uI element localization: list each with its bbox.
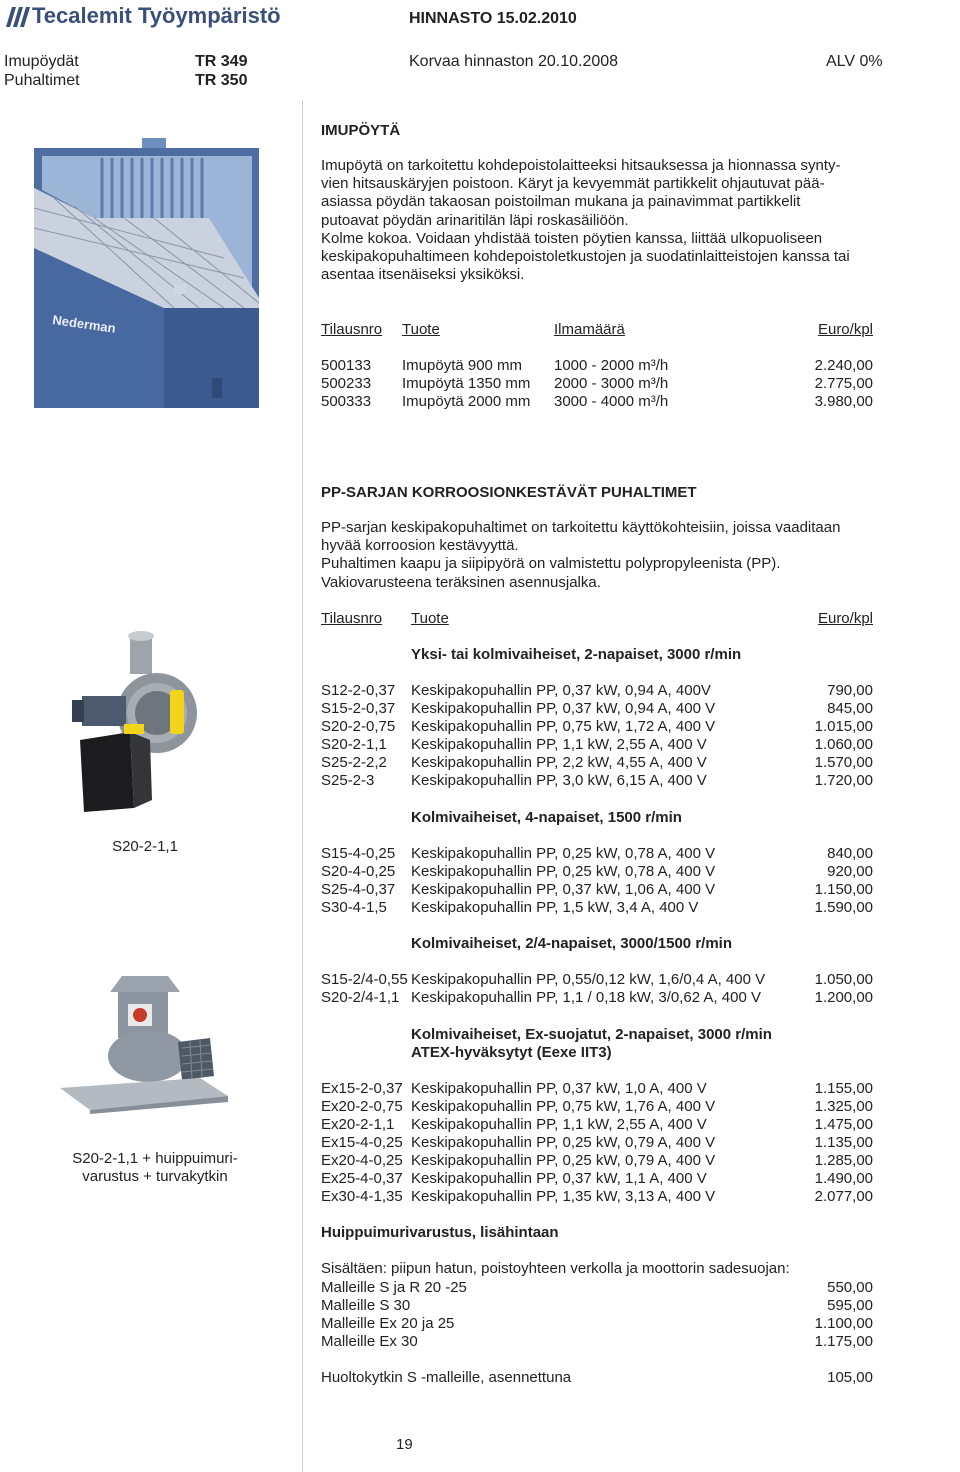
product: Keskipakopuhallin PP, 0,75 kW, 1,72 A, 400 V [411,718,716,735]
item-label: Malleille S 30 [321,1297,411,1314]
price: 1.135,00 [814,1134,873,1151]
price: 1.100,00 [814,1315,873,1332]
imupoyta-table-header [321,321,873,339]
order-number: S20-2-0,75 [321,718,396,735]
price: 1.570,00 [814,754,873,771]
order-number: S15-2/4-0,55 [321,971,408,988]
pp-description [321,519,911,592]
order-number: S15-4-0,25 [321,845,396,862]
product: Keskipakopuhallin PP, 1,5 kW, 3,4 A, 400 V [411,899,699,916]
table-row [321,772,873,790]
column-divider [302,100,303,1472]
list-item [321,1369,873,1387]
price: 595,00 [827,1297,873,1314]
order-number: Ex25-4-0,37 [321,1170,403,1187]
product: Keskipakopuhallin PP, 1,1 kW, 2,55 A, 400 V [411,1116,707,1133]
air-volume: 2000 - 3000 m³/h [554,375,669,392]
item-label: Malleille Ex 20 ja 25 [321,1315,455,1332]
air-volume: 3000 - 4000 m³/h [554,393,669,410]
huippu-intro: Sisältäen: piipun hatun, poistoyhteen verkolla ja moottorin sadesuojan: [321,1260,790,1277]
price: 2.240,00 [814,357,873,374]
caption-line: varustus + turvakytkin [82,1168,228,1185]
desc-line: PP-sarjan keskipakopuhaltimet on tarkoitettu käyttökohteisiin, joissa vaaditaan [321,519,841,536]
desc-line: asiassa pöydän takaosan poistoilman mukana ja painavimmat partikkelit [321,193,801,211]
pp-table-header [321,610,873,628]
order-number: Ex30-4-1,35 [321,1188,403,1205]
nederman-brand: Nederman [51,312,117,336]
price: 1.285,00 [814,1152,873,1169]
order-number: S25-4-0,37 [321,881,396,898]
product: Keskipakopuhallin PP, 0,25 kW, 0,78 A, 400 V [411,863,716,880]
order-number: 500233 [321,375,372,392]
table-row [321,1134,873,1152]
product: Keskipakopuhallin PP, 0,25 kW, 0,79 A, 400 V [411,1134,716,1151]
imupoyta-heading: IMUPÖYTÄ [321,122,401,139]
group-subtitle: ATEX-hyväksytyt (Eexe IIT3) [411,1044,612,1061]
table-row [321,718,873,736]
desc-line: Puhaltimen kaapu ja siipipyörä on valmistettu polypropyleenista (PP). [321,555,781,573]
product: Keskipakopuhallin PP, 0,25 kW, 0,79 A, 400 V [411,1152,716,1169]
product: Keskipakopuhallin PP, 1,1 / 0,18 kW, 3/0,62 A, 400 V [411,989,761,1006]
price: 1.720,00 [814,772,873,789]
table-row [321,682,873,700]
order-number: S25-2-3 [321,772,375,789]
price: 1.590,00 [814,899,873,916]
order-number: Ex20-2-0,75 [321,1098,403,1115]
price: 1.050,00 [814,971,873,988]
table-row [321,1152,873,1170]
product: Keskipakopuhallin PP, 0,25 kW, 0,78 A, 400 V [411,845,716,862]
order-number: Ex15-2-0,37 [321,1080,403,1097]
price: 550,00 [827,1279,873,1296]
product: Keskipakopuhallin PP, 0,37 kW, 0,94 A, 400 V [411,700,716,717]
table-row [321,1098,873,1116]
list-item [321,1315,873,1333]
fan-caption: S20-2-1,1 [112,838,178,855]
category-label-1: Imupöydät [4,53,79,70]
price: 1.015,00 [814,718,873,735]
col-ilmamaara: Ilmamäärä [554,321,625,338]
price: 790,00 [827,682,873,699]
col-euro: Euro/kpl [817,610,873,627]
price: 920,00 [827,863,873,880]
price: 1.175,00 [814,1333,873,1350]
table-row [321,375,873,393]
caption-line: S20-2-1,1 + huippuimuri- [72,1150,238,1167]
fan-roof-caption [50,1150,260,1186]
replaces-note: Korvaa hinnaston 20.10.2008 [409,53,619,70]
group-title: Kolmivaiheiset, Ex-suojatut, 2-napaiset, 3000 r/min [411,1026,772,1043]
table-row [321,971,873,989]
price: 2.775,00 [814,375,873,392]
vat-note: ALV 0% [826,53,883,70]
item-label: Huoltokytkin S -malleille, asennettuna [321,1369,572,1386]
price: 2.077,00 [814,1188,873,1205]
price: 1.060,00 [814,736,873,753]
imupoyta-description [321,157,911,284]
desc-line: Imupöytä on tarkoitettu kohdepoistolaitteeksi hitsauksessa ja hionnassa synty- [321,157,841,174]
product: Keskipakopuhallin PP, 0,55/0,12 kW, 1,6/0,4 A, 400 V [411,971,766,988]
table-row [321,357,873,375]
desc-line: asentaa itsenäiseksi yksiköksi. [321,266,525,284]
order-number: S20-2-1,1 [321,736,387,753]
product: Keskipakopuhallin PP, 0,37 kW, 1,1 A, 400 V [411,1170,707,1187]
price: 845,00 [827,700,873,717]
table-row [321,736,873,754]
price: 1.325,00 [814,1098,873,1115]
logo-mark-icon [4,6,30,28]
price: 1.475,00 [814,1116,873,1133]
category-label-2: Puhaltimet [4,72,80,89]
order-number: S20-2/4-1,1 [321,989,400,1006]
product: Imupöytä 1350 mm [402,375,531,392]
product: Imupöytä 900 mm [402,357,523,374]
product: Keskipakopuhallin PP, 0,37 kW, 1,0 A, 400 V [411,1080,707,1097]
air-volume: 1000 - 2000 m³/h [554,357,669,374]
price: 105,00 [827,1369,873,1386]
price: 3.980,00 [814,393,873,410]
logo: Tecalemit Työympäristö [32,3,281,28]
code-2: TR 350 [195,72,248,89]
desc-line: hyvää korroosion kestävyyttä. [321,537,519,555]
price: 1.490,00 [814,1170,873,1187]
table-row [321,845,873,863]
order-number: 500133 [321,357,372,374]
fan-roof-kit-image [60,972,228,1114]
order-number: Ex20-2-1,1 [321,1116,395,1133]
product: Keskipakopuhallin PP, 1,35 kW, 3,13 A, 400 V [411,1188,716,1205]
group-title: Kolmivaiheiset, 2/4-napaiset, 3000/1500 r/min [411,935,732,952]
col-euro: Euro/kpl [817,321,873,338]
product: Keskipakopuhallin PP, 3,0 kW, 6,15 A, 400 V [411,772,707,789]
order-number: S20-4-0,25 [321,863,396,880]
table-row [321,393,873,411]
table-row [321,1170,873,1188]
order-number: S15-2-0,37 [321,700,396,717]
product: Keskipakopuhallin PP, 2,2 kW, 4,55 A, 400 V [411,754,707,771]
order-number: S12-2-0,37 [321,682,396,699]
desc-line: putoavat pöydän arinaritilän läpi roskasäiliöön. [321,211,629,229]
page-number: 19 [396,1436,413,1453]
order-number: S25-2-2,2 [321,754,387,771]
list-item [321,1297,873,1315]
code-1: TR 349 [195,53,248,70]
table-row [321,1188,873,1206]
desc-line: vien hitsauskäryjen poistoon. Käryt ja kevyemmät partikkelit ohjautuvat pää- [321,175,825,193]
table-row [321,1080,873,1098]
price: 840,00 [827,845,873,862]
suction-table-image [34,138,264,413]
order-number: S30-4-1,5 [321,899,387,916]
price: 1.150,00 [814,881,873,898]
product: Keskipakopuhallin PP, 1,1 kW, 2,55 A, 400 V [411,736,707,753]
item-label: Malleille S ja R 20 -25 [321,1279,467,1296]
order-number: 500333 [321,393,372,410]
product: Imupöytä 2000 mm [402,393,531,410]
huippu-heading: Huippuimurivarustus, lisähintaan [321,1224,559,1241]
order-number: Ex20-4-0,25 [321,1152,403,1169]
col-tuote: Tuote [411,610,449,627]
list-item [321,1279,873,1297]
desc-line: Kolme kokoa. Voidaan yhdistää toisten pöytien kanssa, liittää ulkopuoliseen [321,229,823,247]
col-tuote: Tuote [402,321,440,338]
order-number: Ex15-4-0,25 [321,1134,403,1151]
table-row [321,1116,873,1134]
group-title: Kolmivaiheiset, 4-napaiset, 1500 r/min [411,809,682,826]
product: Keskipakopuhallin PP, 0,37 kW, 0,94 A, 400V [411,682,711,699]
col-tilausnro: Tilausnro [321,610,383,627]
desc-line: keskipakopuhaltimeen kohdepoistoletkustojen ja suodatinlaitteistojen kanssa tai [321,248,850,266]
price-list-title: HINNASTO 15.02.2010 [409,10,577,27]
fan-s20-image [72,628,202,813]
product: Keskipakopuhallin PP, 0,75 kW, 1,76 A, 400 V [411,1098,716,1115]
group-title: Yksi- tai kolmivaiheiset, 2-napaiset, 3000 r/min [411,646,742,663]
item-label: Malleille Ex 30 [321,1333,418,1350]
table-row [321,989,873,1007]
pp-heading: PP-SARJAN KORROOSIONKESTÄVÄT PUHALTIMET [321,484,697,501]
product: Keskipakopuhallin PP, 0,37 kW, 1,06 A, 400 V [411,881,716,898]
table-row [321,754,873,772]
table-row [321,881,873,899]
price: 1.200,00 [814,989,873,1006]
desc-line: Vakiovarusteena teräksinen asennusjalka. [321,573,601,591]
table-row [321,863,873,881]
price: 1.155,00 [814,1080,873,1097]
list-item [321,1333,873,1351]
col-tilausnro: Tilausnro [321,321,383,338]
table-row [321,700,873,718]
table-row [321,899,873,917]
